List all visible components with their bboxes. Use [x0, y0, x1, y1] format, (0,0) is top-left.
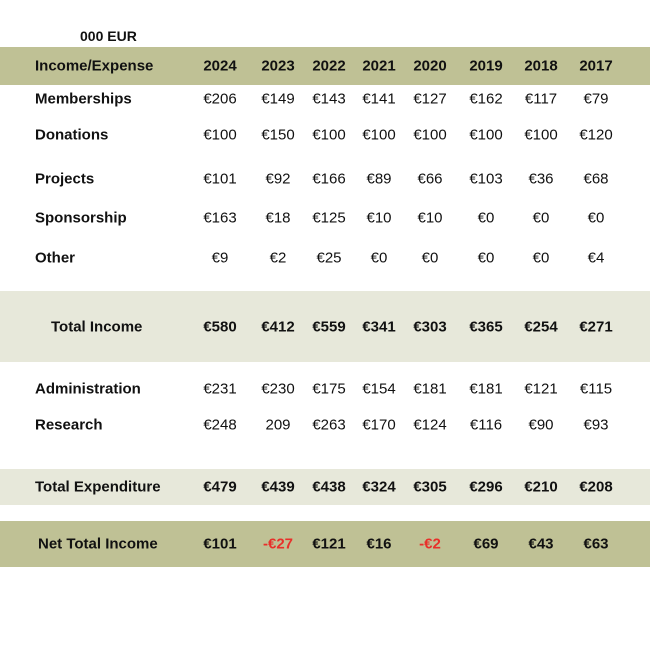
income-row-label: Other [35, 249, 76, 267]
income-row-label: Donations [35, 126, 109, 144]
income-row-cell: €4 [587, 249, 605, 267]
income-row-cell: €0 [532, 249, 550, 267]
total-income-row-cell: €559 [312, 318, 346, 336]
expense-row-cell: €115 [579, 380, 613, 398]
income-row-label: Memberships [35, 90, 132, 108]
expense-row-cell: €230 [261, 380, 295, 398]
income-row-cell: €18 [265, 209, 291, 227]
income-row-cell: €127 [413, 90, 447, 108]
income-row-cell: €0 [477, 209, 495, 227]
net-total-row-cell: €63 [583, 535, 609, 553]
net-total-row-cell: €121 [312, 535, 346, 553]
expense-row-cell: €121 [524, 380, 558, 398]
income-row-cell: €92 [265, 170, 291, 188]
expense-row-cell: €170 [362, 416, 396, 434]
net-total-row-cell: €16 [366, 535, 392, 553]
income-row-cell: €149 [261, 90, 295, 108]
income-row-cell: €0 [587, 209, 605, 227]
expense-row-cell: 209 [265, 416, 291, 434]
net-total-row-cell: -€2 [419, 535, 441, 553]
income-row-cell: €100 [312, 126, 346, 144]
income-row-cell: €100 [362, 126, 396, 144]
total-expenditure-row-cell: €439 [261, 478, 295, 496]
header-row-label: Income/Expense [35, 57, 154, 75]
income-row-cell: €100 [469, 126, 503, 144]
income-row-cell: €100 [203, 126, 237, 144]
total-expenditure-row-cell: €324 [362, 478, 396, 496]
income-row-cell: €100 [413, 126, 447, 144]
expense-row-cell: €90 [528, 416, 554, 434]
expense-row-cell: €93 [583, 416, 609, 434]
net-total-row-cell: -€27 [262, 535, 294, 553]
income-row-cell: €103 [469, 170, 503, 188]
income-row-cell: €125 [312, 209, 346, 227]
total-income-row-cell: €365 [469, 318, 503, 336]
total-income-row-cell: €412 [261, 318, 295, 336]
header-row-cell: 2018 [524, 57, 558, 75]
expense-row-cell: €181 [413, 380, 447, 398]
total-expenditure-row-cell: €296 [469, 478, 503, 496]
income-row-cell: €0 [370, 249, 388, 267]
header-row-cell: 2017 [579, 57, 613, 75]
income-row-cell: €162 [469, 90, 503, 108]
income-row-cell: €166 [312, 170, 346, 188]
income-row-cell: €89 [366, 170, 392, 188]
income-row-cell: €25 [316, 249, 342, 267]
header-row-cell: 2024 [203, 57, 237, 75]
header-row-cell: 2019 [469, 57, 503, 75]
income-row-cell: €0 [532, 209, 550, 227]
total-expenditure-row-label: Total Expenditure [35, 478, 161, 496]
expense-row-cell: €154 [362, 380, 396, 398]
income-row-cell: €9 [211, 249, 229, 267]
total-income-row-cell: €303 [413, 318, 447, 336]
header-row-cell: 2020 [413, 57, 447, 75]
income-row-cell: €141 [362, 90, 396, 108]
total-expenditure-row-cell: €208 [579, 478, 613, 496]
total-income-row-cell: €580 [203, 318, 237, 336]
header-row-cell: 2022 [312, 57, 346, 75]
header-row-cell: 2021 [362, 57, 396, 75]
expense-row-label: Research [35, 416, 103, 434]
expense-row-label: Administration [35, 380, 141, 398]
total-expenditure-row-cell: €479 [203, 478, 237, 496]
income-row-label: Projects [35, 170, 95, 188]
income-row-cell: €163 [203, 209, 237, 227]
total-income-row-cell: €254 [524, 318, 558, 336]
total-income-row-cell: €271 [579, 318, 613, 336]
net-total-row-cell: €69 [473, 535, 499, 553]
total-income-row-label: Total Income [51, 318, 143, 336]
total-income-row-cell: €341 [362, 318, 396, 336]
expense-row-cell: €124 [413, 416, 447, 434]
income-row-cell: €2 [269, 249, 287, 267]
income-row-cell: €10 [366, 209, 392, 227]
net-total-row-label: Net Total Income [38, 535, 158, 553]
expense-row-cell: €263 [312, 416, 346, 434]
income-row-cell: €206 [203, 90, 237, 108]
income-row-cell: €68 [583, 170, 609, 188]
income-row-cell: €150 [261, 126, 295, 144]
income-row-cell: €120 [579, 126, 613, 144]
total-expenditure-row-cell: €210 [524, 478, 558, 496]
income-row-cell: €36 [528, 170, 554, 188]
income-row-cell: €0 [477, 249, 495, 267]
income-row-cell: €10 [417, 209, 443, 227]
income-row-cell: €117 [524, 90, 558, 108]
income-row-cell: €100 [524, 126, 558, 144]
total-expenditure-row-cell: €305 [413, 478, 447, 496]
net-total-row-cell: €43 [528, 535, 554, 553]
expense-row-cell: €116 [469, 416, 503, 434]
net-total-row-cell: €101 [203, 535, 237, 553]
expense-row-cell: €181 [469, 380, 503, 398]
header-row-cell: 2023 [261, 57, 295, 75]
income-row-cell: €143 [312, 90, 346, 108]
income-row-cell: €101 [203, 170, 237, 188]
income-row-cell: €0 [421, 249, 439, 267]
total-expenditure-row-cell: €438 [312, 478, 346, 496]
expense-row-cell: €231 [203, 380, 237, 398]
unit-label: 000 EUR [80, 28, 137, 44]
income-row-cell: €66 [417, 170, 443, 188]
income-row-cell: €79 [583, 90, 609, 108]
expense-row-cell: €175 [312, 380, 346, 398]
expense-row-cell: €248 [203, 416, 237, 434]
income-row-label: Sponsorship [35, 209, 127, 227]
